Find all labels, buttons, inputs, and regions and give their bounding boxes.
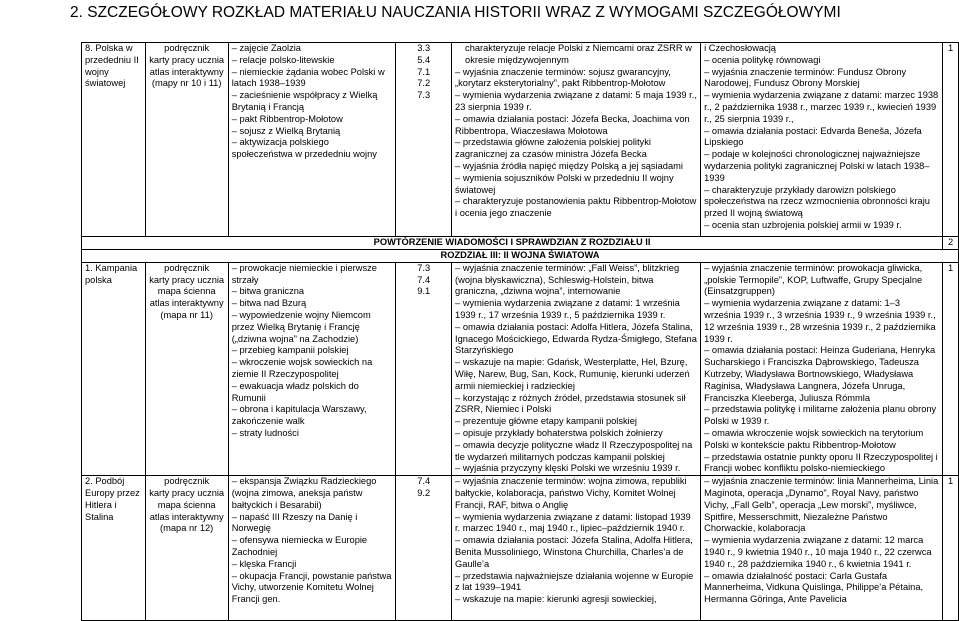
extended-requirements-cell: – wyjaśnia znaczenie terminów: prowokacja gliwicka, „polskie Termopile”, KOP, Luftwaffe, Grupy Specjalne (Einsatzgruppen) – wymienia wydarzenia związane z datami: 1–3 września 1939 r., 3 września 1939 r., 9 września 1939 r., 12 września 1939 r., 28 września 1939 r., 2 października 1939 r. – omawia działania postaci: Heinza Guderiana, Henryka Sucharskiego i Franciszka Dąbrowskiego, Tadeusza Kutrzeby, Władysława Bortnowskiego, Władysława Raginisa, Władysława Langnera, Józefa Unruga, Franciszka Kleeberga, Juliusza Rómmla – przedstawia politykę i militarne założenia planu obrony Polski w 1939 r. – omawia wkroczenie wojsk sowieckich na terytorium Polski w kontekście paktu Ribbentrop-Mołotow – przedstawia ostatnie punkty oporu II Rzeczypospolitej i Francji wobec konfliktu polsko-niemieckiego bbox=[701, 262, 943, 475]
hours-cell: 1 bbox=[943, 476, 959, 621]
hours-cell: 1 bbox=[943, 262, 959, 475]
hours-cell: 2 bbox=[943, 237, 959, 250]
content-cell: – ekspansja Związku Radzieckiego (wojna zimowa, aneksja państw bałtyckich i Besarabii) – napaść III Rzeszy na Danię i Norwegię – ofensywa niemiecka w Europie Zachodniej – klęska Francji – okupacja Francji, powstanie państwa Vichy, utworzenie Komitetu Wolnej Francji gen. bbox=[228, 476, 396, 621]
content-cell: – zajęcie Zaolzia – relacje polsko-litewskie – niemieckie żądania wobec Polski w latach 1938–1939 – zacieśnienie współpracy z Wielką Brytanią i Francją – pakt Ribbentrop-Mołotow – sojusz z Wielką Brytanią – aktywizacja polskiego społeczeństwa w przededniu wojny bbox=[228, 43, 396, 237]
chapter-banner: ROZDZIAŁ III: II WOJNA ŚWIATOWA bbox=[82, 250, 959, 263]
table-row bbox=[82, 43, 959, 237]
curriculum-table bbox=[81, 42, 959, 621]
codes-cell: 3.3 5.4 7.1 7.2 7.3 bbox=[396, 43, 452, 237]
extended-requirements-cell: – wyjaśnia znaczenie terminów: linia Mannerheima, Linia Maginota, operacja „Dynamo”, Royal Navy, państwo Vichy, „Fall Gelb”, operacja „Lew morski”, myśliwce, Spitfire, Messerschmitt, Niezależne Państwo Chorwackie, kolaboracja – wymienia wydarzenia związane z datami: 12 marca 1940 r., 9 kwietnia 1940 r., 10 maja 1940 r., 22 czerwca 1940 r., 28 października 1940 r., 6 kwietnia 1941 r. – omawia działalność postaci: Carla Gustafa Mannerheima, Vidkuna Quislinga, Philippe’a Pétaina, Hermanna Göringa, Ante Pavelicia bbox=[701, 476, 943, 621]
topic-cell: 8. Polska w przededniu II wojny światowej bbox=[82, 43, 146, 237]
extended-requirements-cell: i Czechosłowacją – ocenia politykę równowagi – wyjaśnia znaczenie terminów: Fundusz Obrony Narodowej, Fundusz Obrony Morskiej – wymienia wydarzenia związane z datami: marzec 1938 r., 2 października 1938 r., marzec 1939 r., kwiecień 1939 r., 25 sierpnia 1939 r., – omawia działania postaci: Edvarda Beneša, Józefa Lipskiego – podaje w kolejności chronologicznej najważniejsze wydarzenia polityki zagranicznej Polski w latach 1938–1939 – charakteryzuje przykłady darowizn polskiego społeczeństwa na rzecz wzmocnienia obronności kraju przed II wojną światową – ocenia stan uzbrojenia polskiej armii w 1939 r. bbox=[701, 43, 943, 237]
topic-cell: 2. Podbój Europy przez Hitlera i Stalina bbox=[82, 476, 146, 621]
hours-cell: 1 bbox=[943, 43, 959, 237]
table-row bbox=[82, 476, 959, 621]
table-row bbox=[82, 237, 959, 250]
basic-requirements-cell: charakteryzuje relacje Polski z Niemcami oraz ZSRR w okresie międzywojennym – wyjaśnia znaczenie terminów: sojusz gwarancyjny, „korytarz eksterytorialny”, pakt Ribbentrop-Mołotow – wymienia wydarzenia związane z datami: 5 maja 1939 r., 23 sierpnia 1939 r. – omawia działania postaci: Józefa Becka, Joachima von Ribbentropa, Wiaczesława Mołotowa – przedstawia główne założenia polskiej polityki zagranicznej za czasów ministra Józefa Becka – wyjaśnia źródła napięć między Polską a jej sąsiadami – wymienia sojuszników Polski w przededniu II wojny światowej – charakteryzuje postanowienia paktu Ribbentrop-Mołotow i ocenia jego znaczenie bbox=[452, 43, 701, 237]
table-row bbox=[82, 262, 959, 475]
basic-requirements-cell: – wyjaśnia znaczenie terminów: wojna zimowa, republiki bałtyckie, kolaboracja, państwo Vichy, Komitet Wolnej Francji, RAF, bitwa o Anglię – wymienia wydarzenia związane z datami: listopad 1939 r. marzec 1940 r., maj 1940 r., lipiec–październik 1940 r. – omawia działania postaci: Józefa Stalina, Adolfa Hitlera, Benita Mussoliniego, Winstona Churchilla, Charles’a de Gaulle’a – przedstawia najważniejsze działania wojenne w Europie z lat 1939–1941 – wskazuje na mapie: kierunki agresji sowieckiej, bbox=[452, 476, 701, 621]
codes-cell: 7.3 7.4 9.1 bbox=[396, 262, 452, 475]
resources-cell: podręcznik karty pracy ucznia mapa ścienna atlas interaktywny (mapa nr 11) bbox=[145, 262, 228, 475]
resources-cell: podręcznik karty pracy ucznia mapa ścienna atlas interaktywny (mapa nr 12) bbox=[145, 476, 228, 621]
document-title: 2. SZCZEGÓŁOWY ROZKŁAD MATERIAŁU NAUCZANIA HISTORII WRAZ Z WYMOGAMI SZCZEGÓŁOWYMI bbox=[70, 4, 841, 21]
resources-cell: podręcznik karty pracy ucznia atlas interaktywny (mapy nr 10 i 11) bbox=[145, 43, 228, 237]
table-row bbox=[82, 250, 959, 263]
basic-requirements-cell: – wyjaśnia znaczenie terminów: „Fall Weiss”, blitzkrieg (wojna błyskawiczna), Schleswig-Holstein, bitwa graniczna, „dziwna wojna”, internowanie – wymienia wydarzenia związane z datami: 1 września 1939 r., 17 września 1939 r., 5 października 1939 r. – omawia działania postaci: Adolfa Hitlera, Józefa Stalina, Ignacego Mościckiego, Edwarda Rydza-Śmigłego, Stefana Starzyńskiego – wskazuje na mapie: Gdańsk, Westerplatte, Hel, Bzurę, Wiłę, Narew, Bug, San, Kock, Rumunię, kierunki uderzeń armii niemieckiej i radzieckiej – korzystając z różnych źródeł, przedstawia stosunek sił ZSRR, Niemiec i Polski – prezentuje główne etapy kampanii polskiej – opisuje przykłady bohaterstwa polskich żołnierzy – omawia decyzje polityczne władz II Rzeczypospolitej na tle wydarzeń militarnych podczas kampanii polskiej – wyjaśnia przyczyny klęski Polski we wrześniu 1939 r. bbox=[452, 262, 701, 475]
review-banner: POWTÓRZENIE WIADOMOŚCI I SPRAWDZIAN Z ROZDZIAŁU II bbox=[82, 237, 943, 250]
content-cell: – prowokacje niemieckie i pierwsze strzały – bitwa graniczna – bitwa nad Bzurą – wypowiedzenie wojny Niemcom przez Wielką Brytanię i Francję („dziwna wojna” na Zachodzie) – przebieg kampanii polskiej – wkroczenie wojsk sowieckich na ziemie II Rzeczypospolitej – ewakuacja władz polskich do Rumunii – obrona i kapitulacja Warszawy, zakończenie walk – straty ludności bbox=[228, 262, 396, 475]
topic-cell: 1. Kampania polska bbox=[82, 262, 146, 475]
codes-cell: 7.4 9.2 bbox=[396, 476, 452, 621]
